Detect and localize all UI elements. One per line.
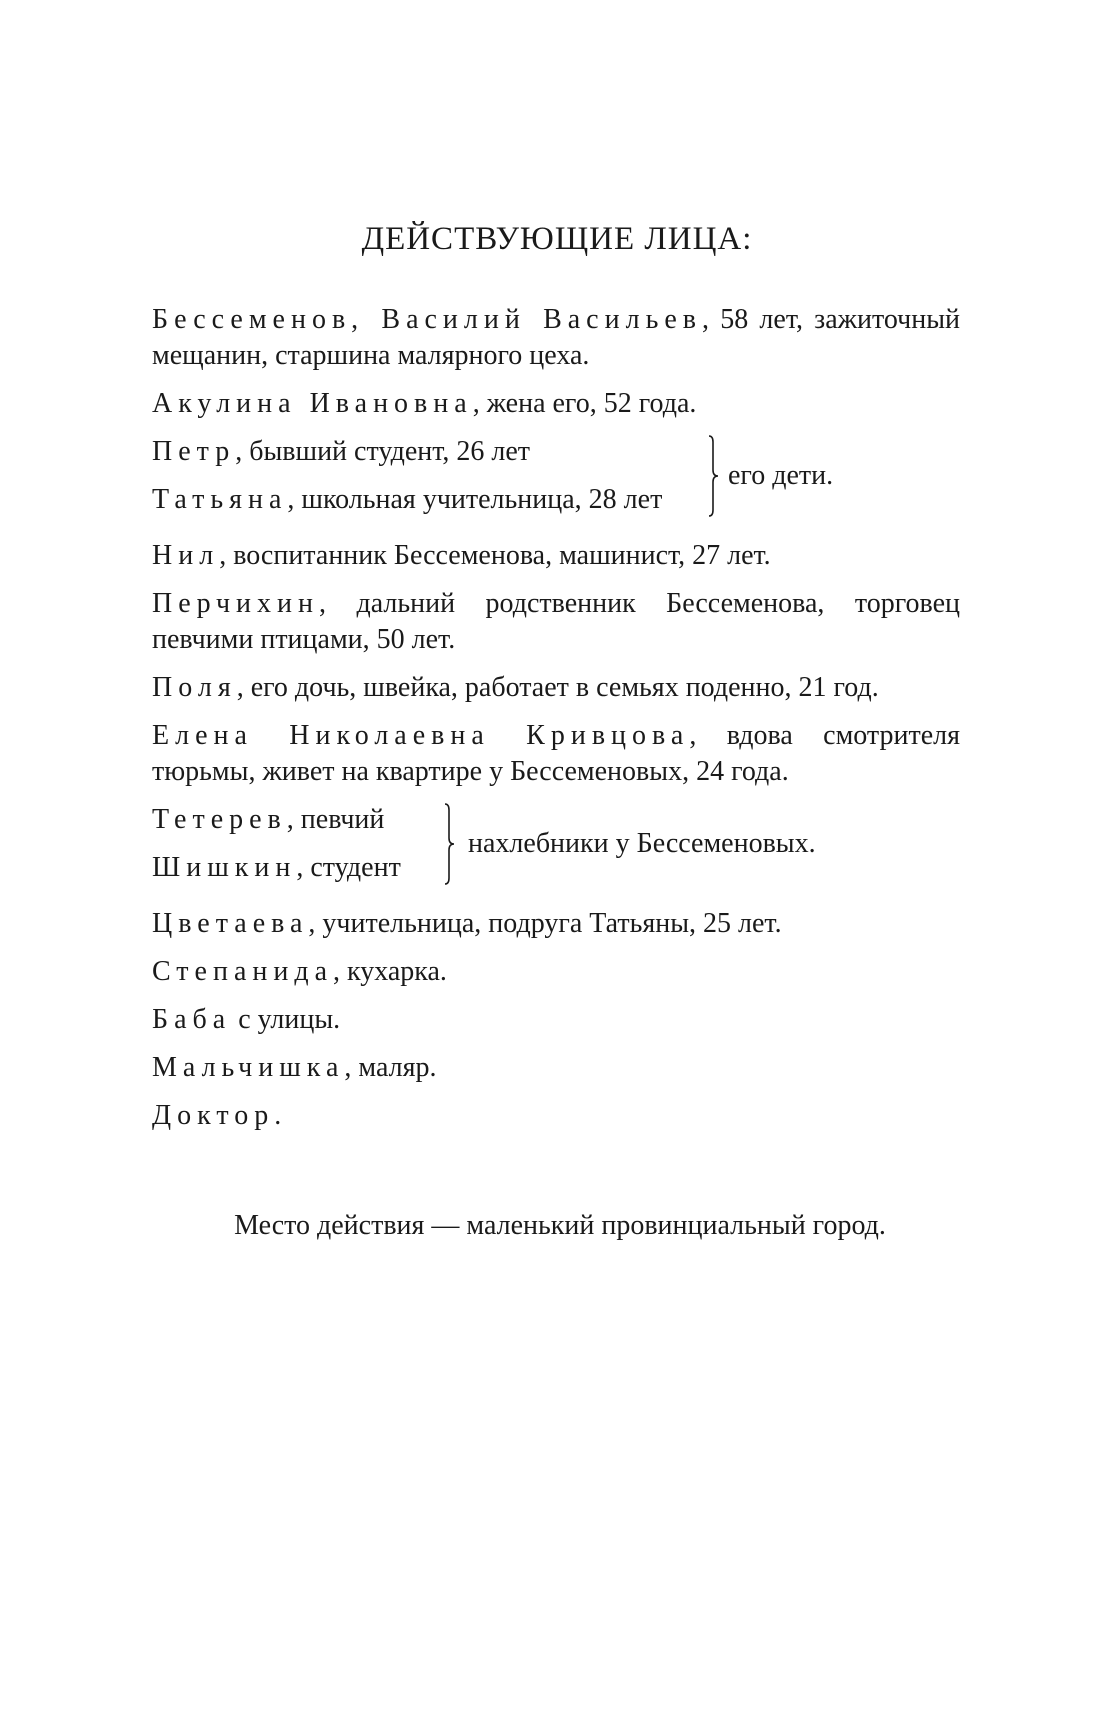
character-name: Поля: [152, 672, 237, 703]
cast-entry: [152, 586, 960, 658]
cast-entry: [152, 1098, 960, 1134]
character-name: Татьяна: [152, 484, 288, 515]
setting-line: Место действия — маленький провинциальный город.: [234, 1210, 886, 1241]
cast-entry: [152, 434, 960, 482]
character-description: , школьная учительница, 28 лет: [287, 484, 663, 515]
character-description: , студент: [296, 852, 401, 883]
character-name: Доктор: [152, 1100, 275, 1131]
character-description: , его дочь, швейка, работает в семьях поденно, 21 год.: [236, 672, 879, 703]
cast-entry: [152, 906, 960, 942]
character-description: с улицы.: [231, 1004, 341, 1035]
curly-brace: [444, 802, 456, 886]
cast-entry: [152, 538, 960, 574]
character-name: Тетерев: [152, 804, 287, 835]
character-name: Нил: [152, 540, 220, 571]
cast-entry: [152, 954, 960, 990]
children-group: [152, 434, 960, 530]
character-name: Акулина Ивановна: [152, 388, 473, 419]
character-name: Елена Николаевна Кривцова: [152, 720, 690, 751]
character-name: Мальчишка: [152, 1052, 345, 1083]
character-description: , жена его, 52 года.: [472, 388, 697, 419]
cast-entry: [152, 482, 960, 530]
character-description: .: [274, 1100, 282, 1131]
character-name: Петр: [152, 436, 236, 467]
character-name: Баба: [152, 1004, 232, 1035]
character-description: , воспитанник Бессеменова, машинист, 27 лет.: [219, 540, 771, 571]
character-description: , дальний родственник Бессеменова, торговец певчими птицами, 50 лет.: [152, 588, 960, 655]
cast-entry: [152, 1002, 960, 1038]
character-name: Шишкин: [152, 852, 297, 883]
character-description: , бывший студент, 26 лет: [235, 436, 530, 467]
character-name: Перчихин: [152, 588, 319, 619]
cast-list: [152, 302, 960, 1146]
character-name: Степанида: [152, 956, 334, 987]
character-name: Цветаева: [152, 908, 309, 939]
character-description: , учительница, подруга Татьяны, 25 лет.: [308, 908, 782, 939]
group-note: нахлебники у Бессеменовых.: [468, 828, 816, 859]
cast-entry: [152, 1050, 960, 1086]
character-name: Бессеменов, Василий Васильев: [152, 304, 702, 335]
character-description: , певчий: [286, 804, 385, 835]
page-title: ДЕЙСТВУЮЩИЕ ЛИЦА:: [361, 221, 753, 257]
character-description: , маляр.: [344, 1052, 437, 1083]
character-description: , 58 лет, зажиточный мещанин, старшина малярного цеха.: [152, 304, 960, 371]
cast-entry: [152, 386, 960, 422]
curly-brace: [708, 434, 720, 518]
lodgers-group: [152, 802, 960, 898]
cast-entry: [152, 718, 960, 790]
cast-entry: [152, 302, 960, 374]
character-description: , кухарка.: [333, 956, 447, 987]
cast-entry: [152, 670, 960, 706]
group-note: его дети.: [728, 460, 834, 491]
character-description: , вдова смотрителя тюрьмы, живет на квартире у Бессеменовых, 24 года.: [152, 720, 960, 787]
